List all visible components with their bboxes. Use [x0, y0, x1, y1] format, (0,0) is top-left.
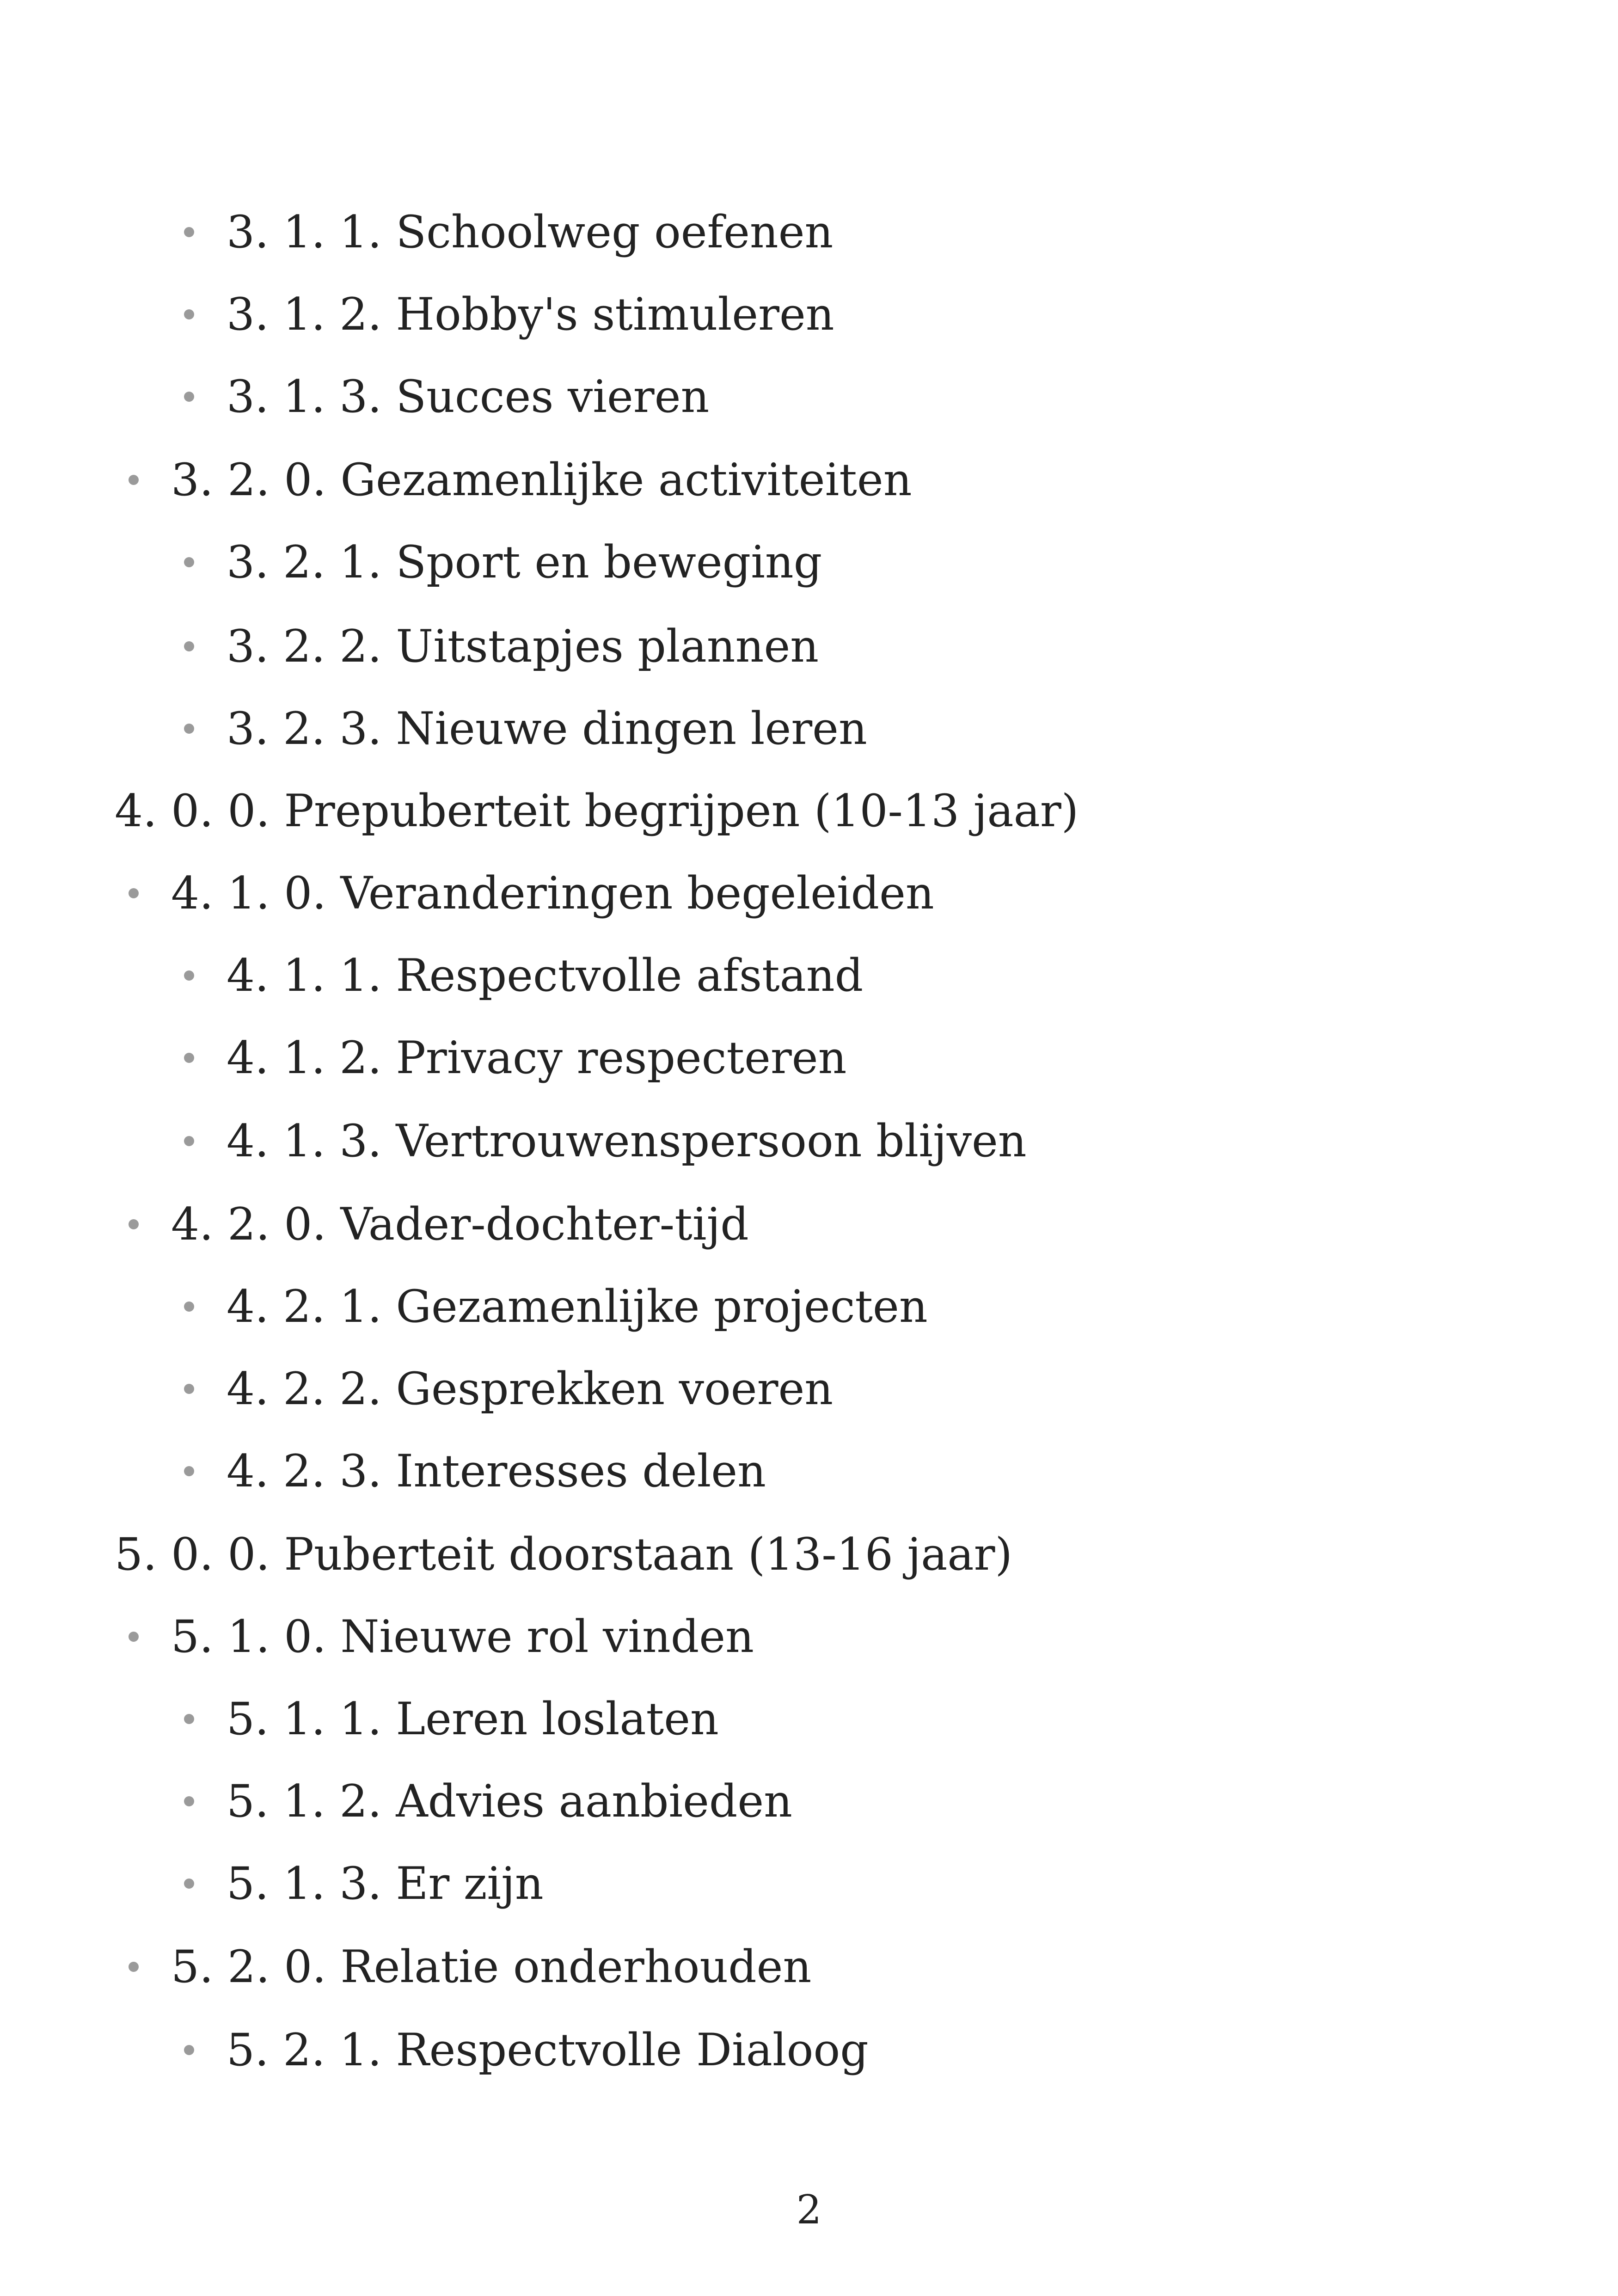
- toc-entry-label: 4. 1. 2. Privacy respecteren: [227, 1032, 847, 1084]
- toc-entry-label: 5. 1. 2. Advies aanbieden: [227, 1775, 792, 1827]
- toc-entry: [184, 200, 833, 264]
- toc-entry: [184, 1769, 792, 1834]
- toc-entry: [129, 1934, 811, 1999]
- toc-entry: [184, 1687, 719, 1751]
- toc-entry: [184, 2018, 869, 2082]
- toc-entry: [129, 1604, 754, 1669]
- toc-entry-label: 5. 1. 0. Nieuwe rol vinden: [171, 1611, 754, 1663]
- bullet-icon: [129, 1962, 139, 1972]
- bullet-icon: [129, 1219, 139, 1229]
- toc-entry-label: 4. 2. 3. Interesses delen: [227, 1445, 766, 1497]
- toc-entry-label: 5. 0. 0. Puberteit doorstaan (13-16 jaar): [115, 1529, 1012, 1580]
- toc-entry: [184, 1439, 766, 1504]
- toc-entry: [129, 1192, 749, 1257]
- toc-entry-label: 5. 2. 0. Relatie onderhouden: [171, 1941, 812, 1993]
- toc-entry-label: 4. 2. 2. Gesprekken voeren: [227, 1363, 834, 1415]
- bullet-icon: [184, 724, 194, 734]
- bullet-icon: [184, 970, 194, 981]
- toc-entry: [115, 1522, 1012, 1587]
- bullet-icon: [184, 227, 194, 237]
- toc-entry-label: 4. 1. 0. Veranderingen begeleiden: [171, 867, 934, 919]
- bullet-icon: [129, 1632, 139, 1642]
- bullet-icon: [129, 888, 139, 898]
- bullet-icon: [184, 1136, 194, 1146]
- page-number: 2: [796, 2187, 822, 2233]
- bullet-icon: [184, 309, 194, 319]
- toc-entry: [129, 861, 934, 926]
- toc-entry: [184, 614, 819, 679]
- bullet-icon: [184, 2045, 194, 2055]
- toc-entry: [184, 1357, 833, 1421]
- bullet-icon: [184, 641, 194, 651]
- toc-entry-label: 4. 0. 0. Prepuberteit begrijpen (10-13 jaar): [115, 785, 1079, 837]
- bullet-icon: [184, 1466, 194, 1476]
- toc-entry: [184, 282, 834, 347]
- toc-entry-label: 3. 2. 2. Uitstapjes plannen: [227, 620, 819, 672]
- bullet-icon: [184, 1714, 194, 1724]
- toc-entry: [184, 530, 822, 595]
- toc-entry-label: 5. 1. 3. Er zijn: [227, 1858, 544, 1909]
- toc-entry: [184, 364, 709, 429]
- bullet-icon: [184, 1796, 194, 1806]
- toc-entry-label: 5. 1. 1. Leren loslaten: [227, 1693, 719, 1745]
- toc-entry: [184, 1851, 544, 1916]
- toc-entry-label: 3. 2. 3. Nieuwe dingen leren: [227, 703, 867, 755]
- toc-entry-label: 3. 1. 3. Succes vieren: [227, 371, 710, 423]
- toc-entry-label: 4. 2. 0. Vader-dochter-tijd: [171, 1198, 749, 1250]
- bullet-icon: [184, 1053, 194, 1063]
- toc-entry: [184, 943, 863, 1008]
- bullet-icon: [129, 475, 139, 485]
- toc-entry: [129, 448, 912, 512]
- toc-entry-label: 5. 2. 1. Respectvolle Dialoog: [227, 2024, 869, 2076]
- bullet-icon: [184, 1384, 194, 1394]
- bullet-icon: [184, 1879, 194, 1889]
- bullet-icon: [184, 557, 194, 567]
- toc-entry: [184, 696, 867, 761]
- toc-entry-label: 3. 2. 0. Gezamenlijke activiteiten: [171, 454, 912, 506]
- toc-entry-label: 3. 1. 2. Hobby's stimuleren: [227, 289, 834, 340]
- toc-entry-label: 4. 2. 1. Gezamenlijke projecten: [227, 1281, 928, 1332]
- toc-entry: [184, 1025, 846, 1090]
- toc-entry-label: 4. 1. 3. Vertrouwenspersoon blijven: [227, 1115, 1027, 1167]
- toc-entry: [184, 1109, 1027, 1173]
- toc-entry-label: 3. 2. 1. Sport en beweging: [227, 536, 822, 588]
- toc-entry: [184, 1274, 928, 1339]
- bullet-icon: [184, 1301, 194, 1312]
- toc-entry: [115, 779, 1079, 843]
- toc-entry-label: 3. 1. 1. Schoolweg oefenen: [227, 206, 834, 258]
- toc-entry-label: 4. 1. 1. Respectvolle afstand: [227, 950, 864, 1001]
- bullet-icon: [184, 392, 194, 402]
